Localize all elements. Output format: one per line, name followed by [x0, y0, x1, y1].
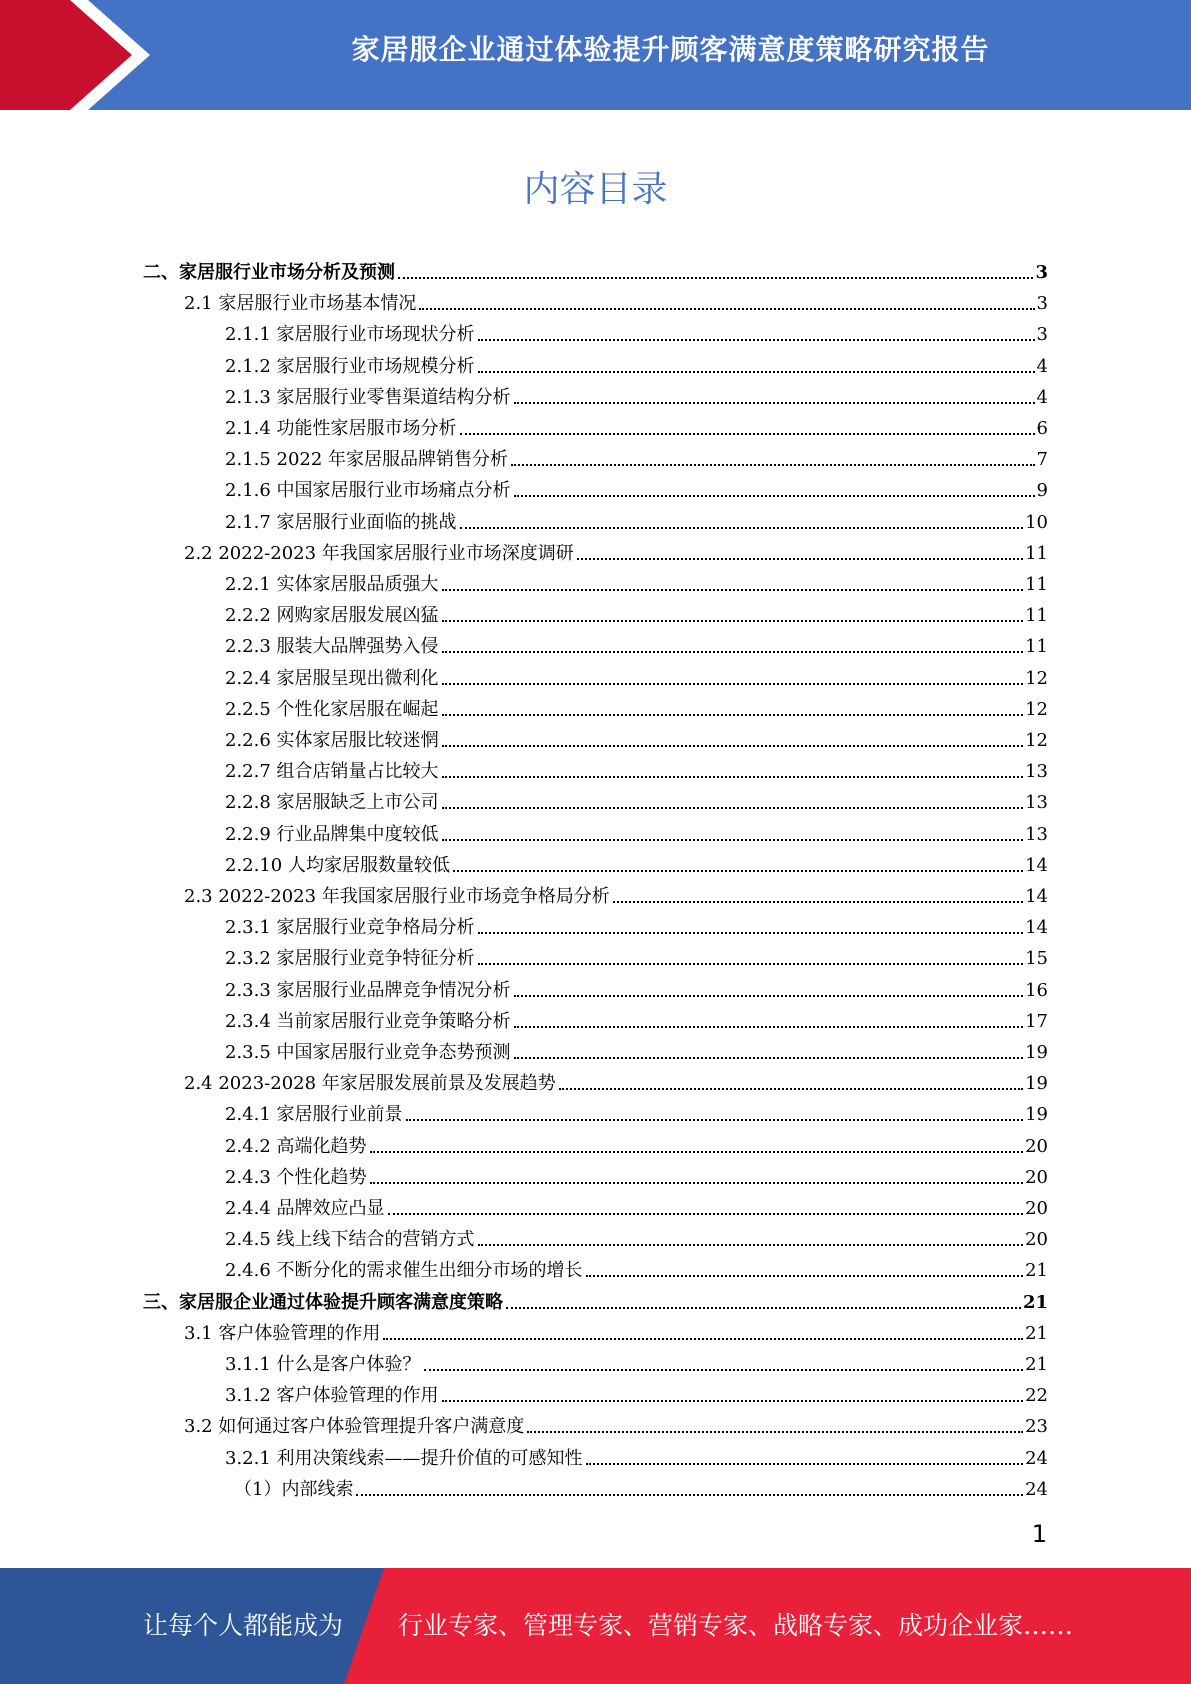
- toc-entry-title: 2.2.2 网购家居服发展凶猛: [225, 605, 439, 627]
- footer-slogan-left: 让每个人都能成为: [143, 1611, 344, 1640]
- toc-entry[interactable]: [184, 877, 1048, 908]
- toc-dot-leader: [478, 932, 1024, 934]
- page-header: [0, 0, 1191, 110]
- toc-dot-leader: [478, 1244, 1024, 1246]
- toc-dot-leader: [460, 433, 1035, 435]
- toc-entry-title: 2.1.5 2022 年家居服品牌销售分析: [225, 449, 509, 471]
- toc-entry-title: 3.2.1 利用决策线索——提升价值的可感知性: [225, 1447, 583, 1469]
- toc-dot-leader: [511, 464, 1034, 466]
- toc-entry-title: 2.2.7 组合店销量占比较大: [225, 761, 439, 783]
- toc-entry-page: 12: [1025, 667, 1048, 689]
- toc-entry-page: 21: [1025, 1354, 1048, 1375]
- toc-entry[interactable]: [225, 565, 1048, 596]
- toc-dot-leader: [442, 839, 1024, 841]
- toc-entry-title: 3.1 客户体验管理的作用: [184, 1322, 381, 1344]
- toc-entry[interactable]: [225, 690, 1048, 721]
- toc-entry-page: 21: [1025, 1260, 1048, 1282]
- toc-entry-page: 6: [1036, 418, 1048, 439]
- toc-entry-title: 2.3 2022-2023 年我国家居服行业市场竞争格局分析: [184, 886, 610, 907]
- toc-entry-page: 13: [1025, 761, 1048, 783]
- toc-entry-page: 20: [1025, 1135, 1048, 1157]
- toc-entry-title: 2.2.6 实体家居服比较迷惘: [225, 730, 439, 751]
- toc-dot-leader: [356, 1494, 1023, 1496]
- toc-dot-leader: [442, 651, 1024, 653]
- toc-entry-page: 12: [1025, 730, 1048, 751]
- toc-dot-leader: [514, 1026, 1024, 1028]
- toc-dot-leader: [514, 402, 1035, 404]
- toc-entry[interactable]: [225, 378, 1048, 409]
- toc-entry-page: 11: [1025, 605, 1048, 627]
- toc-dot-leader: [514, 1057, 1024, 1059]
- toc-entry-title: 2.3.4 当前家居服行业竞争策略分析: [225, 1010, 511, 1032]
- toc-entry-title: 2.3.1 家居服行业竞争格局分析: [225, 917, 475, 939]
- toc-entry-page: 4: [1036, 355, 1048, 377]
- toc-entry[interactable]: [225, 721, 1048, 752]
- toc-entry-page: 14: [1025, 854, 1048, 876]
- toc-entry-page: 3: [1036, 324, 1048, 346]
- toc-dot-leader: [478, 339, 1035, 341]
- toc-entry-page: 11: [1025, 574, 1048, 595]
- toc-entry-page: 11: [1025, 636, 1048, 658]
- toc-entry-title: 2.3.5 中国家居服行业竞争态势预测: [225, 1042, 511, 1063]
- toc-entry[interactable]: [184, 1407, 1048, 1438]
- toc-dot-leader: [586, 1275, 1024, 1277]
- toc-dot-leader: [398, 277, 1033, 279]
- toc-entry-title: 2.2.3 服装大品牌强势入侵: [225, 636, 439, 658]
- toc-entry-title: 2.2.8 家居服缺乏上市公司: [225, 792, 439, 814]
- toc-entry[interactable]: [225, 503, 1048, 534]
- toc-entry[interactable]: [143, 253, 1048, 284]
- toc-dot-leader: [478, 371, 1035, 373]
- toc-entry-page: 12: [1025, 698, 1048, 720]
- toc-entry[interactable]: [225, 1439, 1048, 1470]
- toc-entry[interactable]: [184, 1064, 1048, 1095]
- toc-entry-title: 2.2.10 人均家居服数量较低: [225, 854, 450, 876]
- toc-entry-title: 2.1.1 家居服行业市场现状分析: [225, 324, 475, 346]
- toc-entry[interactable]: [225, 1158, 1048, 1189]
- toc-dot-leader: [442, 714, 1024, 716]
- toc-dot-leader: [577, 558, 1023, 560]
- toc-entry-page: 15: [1025, 948, 1048, 970]
- toc-entry-title: 2.2.1 实体家居服品质强大: [225, 574, 439, 595]
- toc-dot-leader: [453, 870, 1023, 872]
- toc-entry-title: 3.1.2 客户体验管理的作用: [225, 1385, 439, 1407]
- toc-title: 内容目录: [523, 169, 668, 210]
- toc-entry[interactable]: [225, 315, 1048, 346]
- toc-dot-leader: [442, 620, 1024, 622]
- toc-entry-title: 2.1.4 功能性家居服市场分析: [225, 418, 457, 439]
- toc-entry-title: 2.4.1 家居服行业前景: [225, 1104, 403, 1126]
- toc-dot-leader: [424, 1369, 1024, 1371]
- toc-entry[interactable]: [225, 1189, 1048, 1220]
- toc-entry-page: 7: [1036, 449, 1048, 471]
- toc-entry-page: 3: [1035, 262, 1048, 283]
- toc-entry-page: 22: [1025, 1385, 1048, 1407]
- toc-entry-page: 4: [1036, 386, 1048, 408]
- toc-entry-title: 2.4.5 线上线下结合的营销方式: [225, 1229, 475, 1251]
- toc-entry[interactable]: [225, 596, 1048, 627]
- toc-entry-page: 11: [1025, 542, 1048, 564]
- toc-entry-page: 19: [1025, 1042, 1048, 1063]
- toc-entry-page: 20: [1025, 1166, 1048, 1188]
- toc-dot-leader: [514, 995, 1024, 997]
- toc-entry-title: （1）内部线索: [234, 1478, 354, 1500]
- toc-dot-leader: [506, 1307, 1021, 1309]
- toc-dot-leader: [586, 1463, 1024, 1465]
- toc-entry[interactable]: [225, 908, 1048, 939]
- toc-entry[interactable]: [225, 939, 1048, 970]
- page-number: 1: [1031, 1520, 1047, 1548]
- toc-dot-leader: [383, 1338, 1023, 1340]
- toc-entry-title: 2.2 2022-2023 年我国家居服行业市场深度调研: [184, 542, 574, 564]
- toc-entry-title: 2.1.3 家居服行业零售渠道结构分析: [225, 386, 511, 408]
- toc-entry-page: 16: [1025, 979, 1048, 1001]
- toc-entry[interactable]: [225, 1002, 1048, 1033]
- toc-entry-page: 13: [1025, 823, 1048, 845]
- toc-entry-title: 3.1.1 什么是客户体验？: [225, 1354, 421, 1375]
- toc-entry-title: 2.1.7 家居服行业面临的挑战: [225, 511, 457, 533]
- toc-entry[interactable]: [225, 1376, 1048, 1407]
- toc-dot-leader: [442, 776, 1024, 778]
- toc-dot-leader: [388, 1213, 1024, 1215]
- toc-entry-page: 19: [1025, 1104, 1048, 1126]
- toc-entry-title: 2.4.2 高端化趋势: [225, 1135, 367, 1157]
- toc-entry[interactable]: [184, 534, 1048, 565]
- toc-entry-page: 24: [1025, 1478, 1048, 1500]
- toc-entry-title: 2.4 2023-2028 年家居服发展前景及发展趋势: [184, 1073, 556, 1095]
- toc-entry[interactable]: [225, 627, 1048, 658]
- toc-entry[interactable]: [225, 659, 1048, 690]
- toc-dot-leader: [478, 963, 1024, 965]
- toc-entry-title: 2.4.6 不断分化的需求催生出细分市场的增长: [225, 1260, 583, 1282]
- toc-entry[interactable]: [225, 1345, 1048, 1376]
- page-footer: [0, 1568, 1191, 1684]
- header-title: 家居服企业通过体验提升顾客满意度策略研究报告: [351, 33, 990, 66]
- toc-entry-page: 14: [1025, 917, 1048, 939]
- toc-dot-leader: [442, 683, 1024, 685]
- toc-entry[interactable]: [225, 783, 1048, 814]
- toc-dot-leader: [370, 1151, 1024, 1153]
- toc-entry-page: 9: [1036, 480, 1048, 502]
- toc-dot-leader: [442, 745, 1024, 747]
- footer-slogan-right: 行业专家、管理专家、营销专家、战略专家、成功企业家……: [398, 1611, 1074, 1640]
- toc-entry-page: 21: [1022, 1291, 1048, 1313]
- toc-dot-leader: [442, 807, 1024, 809]
- toc-entry-page: 24: [1025, 1447, 1048, 1469]
- toc-entry[interactable]: [225, 752, 1048, 783]
- toc-dot-leader: [442, 1400, 1024, 1402]
- toc-entry-page: 13: [1025, 792, 1048, 814]
- toc-entry-title: 2.1.6 中国家居服行业市场痛点分析: [225, 480, 511, 502]
- toc-entry[interactable]: [225, 1127, 1048, 1158]
- toc-entry-page: 14: [1025, 886, 1048, 907]
- toc-entry-title: 2.3.2 家居服行业竞争特征分析: [225, 948, 475, 970]
- toc-entry[interactable]: [184, 284, 1048, 315]
- toc-entry-page: 21: [1025, 1322, 1048, 1344]
- toc-entry-title: 2.2.4 家居服呈现出微利化: [225, 667, 439, 689]
- toc-entry[interactable]: [225, 347, 1048, 378]
- toc-dot-leader: [613, 901, 1023, 903]
- toc-entry-title: 2.4.4 品牌效应凸显: [225, 1198, 385, 1219]
- toc-entry-title: 2.1 家居服行业市场基本情况: [184, 293, 417, 315]
- toc-entry[interactable]: [225, 409, 1048, 440]
- toc-entry-title: 2.2.9 行业品牌集中度较低: [225, 823, 439, 845]
- toc-entry-title: 三、家居服企业通过体验提升顾客满意度策略: [143, 1291, 503, 1313]
- toc-entry[interactable]: [225, 815, 1048, 846]
- toc-dot-leader: [527, 1431, 1023, 1433]
- toc-dot-leader: [460, 527, 1024, 529]
- toc-entry-title: 3.2 如何通过客户体验管理提升客户满意度: [184, 1416, 525, 1438]
- toc-entry-page: 20: [1025, 1198, 1048, 1219]
- toc-entry-page: 19: [1025, 1073, 1048, 1095]
- toc-dot-leader: [514, 495, 1035, 497]
- toc-entry[interactable]: [143, 1283, 1048, 1314]
- toc-dot-leader: [406, 1119, 1024, 1121]
- toc-entry-title: 2.1.2 家居服行业市场规模分析: [225, 355, 475, 377]
- toc-entry[interactable]: [225, 471, 1048, 502]
- toc-entry[interactable]: [225, 1251, 1048, 1282]
- toc-entry[interactable]: [225, 1220, 1048, 1251]
- toc-dot-leader: [370, 1182, 1024, 1184]
- toc-entry-page: 3: [1036, 293, 1048, 315]
- toc-entry-page: 23: [1025, 1416, 1048, 1438]
- toc-entry-title: 2.3.3 家居服行业品牌竞争情况分析: [225, 979, 511, 1001]
- toc-entry[interactable]: [225, 846, 1048, 877]
- toc-dot-leader: [559, 1088, 1023, 1090]
- toc-entry[interactable]: [225, 1095, 1048, 1126]
- toc-entry-title: 二、家居服行业市场分析及预测: [143, 262, 395, 283]
- toc-entry-page: 20: [1025, 1229, 1048, 1251]
- toc-entry[interactable]: [234, 1470, 1048, 1501]
- toc-dot-leader: [419, 308, 1034, 310]
- toc-entry-page: 17: [1025, 1010, 1048, 1032]
- toc-entry[interactable]: [225, 971, 1048, 1002]
- toc-entry[interactable]: [225, 440, 1048, 471]
- toc-dot-leader: [442, 589, 1024, 591]
- toc-entry-page: 10: [1025, 511, 1048, 533]
- toc-entry-title: 2.4.3 个性化趋势: [225, 1166, 367, 1188]
- toc-entry-title: 2.2.5 个性化家居服在崛起: [225, 698, 439, 720]
- toc-entry[interactable]: [184, 1314, 1048, 1345]
- toc-entry[interactable]: [225, 1033, 1048, 1064]
